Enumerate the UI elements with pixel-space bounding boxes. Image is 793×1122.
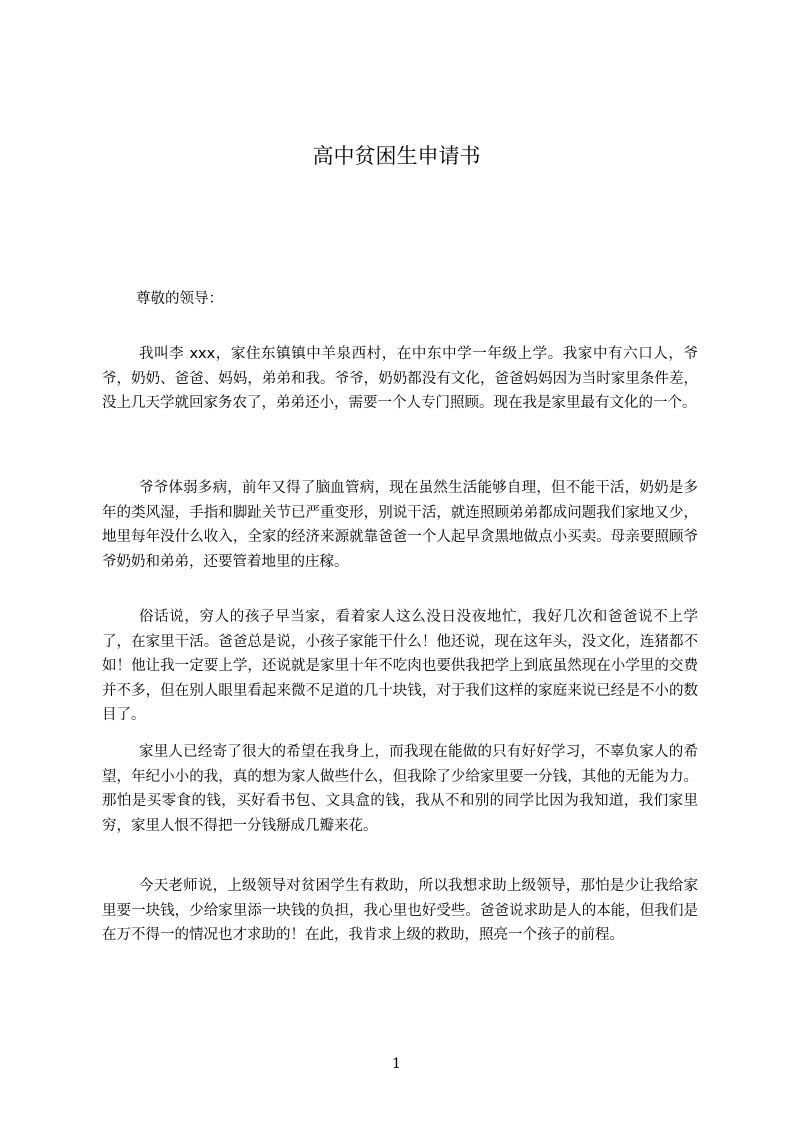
page-number: 1 <box>392 1056 401 1072</box>
paragraph-family-hopes: 家里人已经寄了很大的希望在我身上，而我现在能做的只有好好学习，不辜负家人的希望，年纪小小的我，真的想为家人做些什么，但我除了少给家里要一分钱，其他的无能为力。那怕是买零食的钱，买好看书包、文具盒的钱，我从不和别的同学比因为我知道，我们家里穷，家里人恨不得把一分钱掰成几瓣来花。 <box>102 744 698 834</box>
salutation: 尊敬的领导： <box>136 291 223 307</box>
paragraph-request-help: 今天老师说，上级领导对贫困学生有救助，所以我想求助上级领导，那怕是少让我给家里要一块钱，少给家里添一块钱的负担，我心里也好受些。爸爸说求助是人的本能，但我们是在万不得一的情况也才求助的！在此，我肯求上级的救助，照亮一个孩子的前程。 <box>102 878 698 944</box>
paragraph-father-support: 俗话说，穷人的孩子早当家，看着家人这么没日没夜地忙，我好几次和爸爸说不上学了，在家里干活。爸爸总是说，小孩子家能干什么！他还说，现在这年头，没文化，连猪都不如！他让我一定要上学，还说就是家里十年不吃肉也要供我把学上到底虽然现在小学里的交费并不多，但在别人眼里看起来微不足道的几十块钱，对于我们这样的家庭来说已经是不小的数目了。 <box>102 609 698 724</box>
document-title: 高中贫困生申请书 <box>312 144 481 168</box>
paragraph-grandparents-health: 爷爷体弱多病，前年又得了脑血管病，现在虽然生活能够自理，但不能干活，奶奶是多年的类风湿，手指和脚趾关节已严重变形，别说干活，就连照顾弟弟都成问题我们家地又少，地里每年没什么收入，全家的经济来源就靠爸爸一个人起早贪黑地做点小买卖。母亲要照顾爷爷奶奶和弟弟，还要管着地里的庄稼。 <box>102 480 698 570</box>
paragraph-family-intro: 我叫李 xxx，家住东镇镇中羊泉西村，在中东中学一年级上学。我家中有六口人，爷爷，奶奶、爸爸、妈妈，弟弟和我。爷爷，奶奶都没有文化，爸爸妈妈因为当时家里条件差，没上几天学就回家务农了，弟弟还小，需要一个人专门照顾。现在我是家里最有文化的一个。 <box>102 346 698 412</box>
